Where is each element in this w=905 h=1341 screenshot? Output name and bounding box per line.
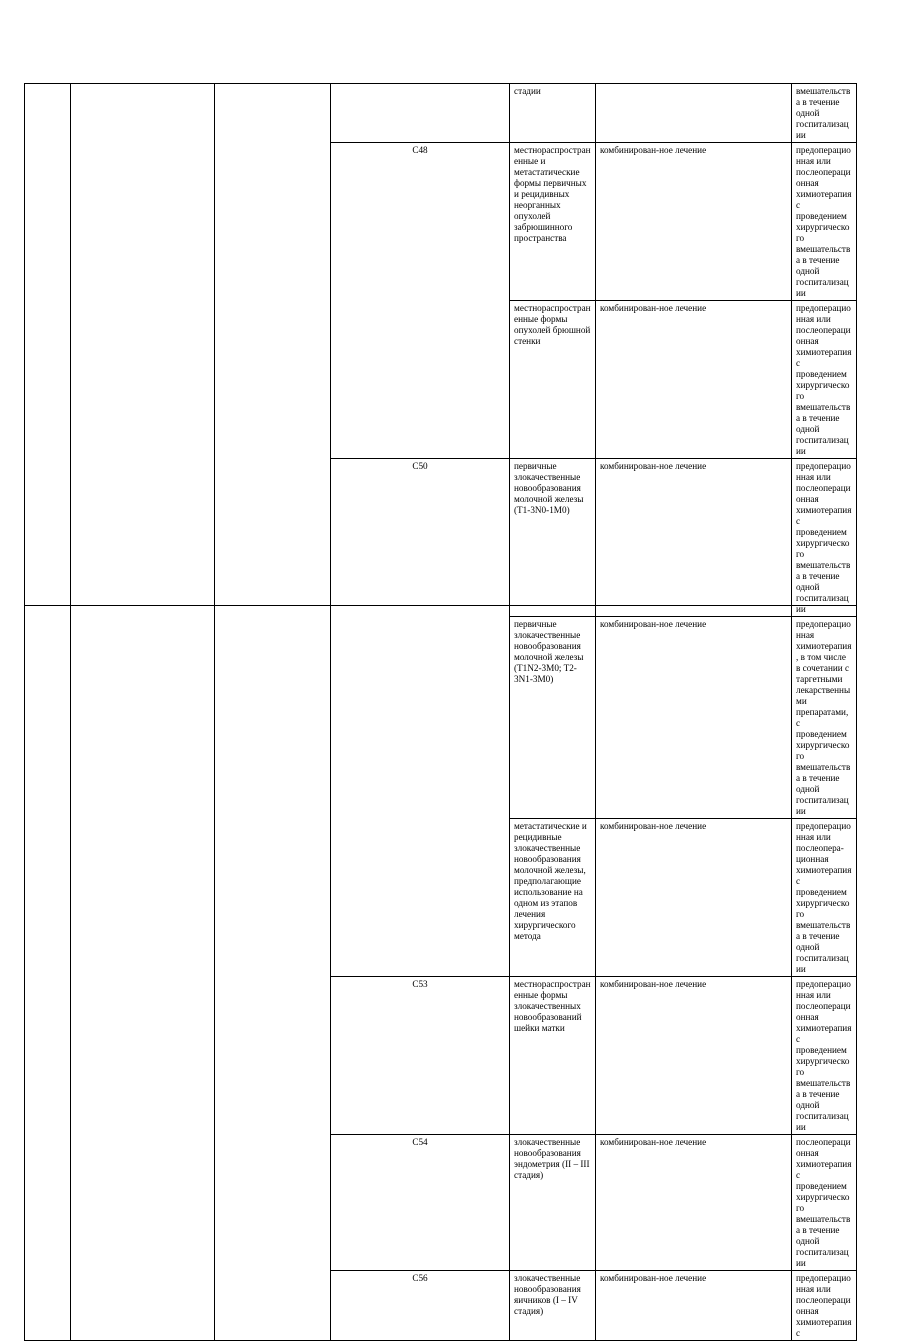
col-vmp-cell	[215, 84, 331, 1341]
method-cell: предоперационная или послеоперационная химиотерапия с проведением хирургического вмешательства в течение одной госпитализации	[792, 301, 857, 459]
disease-cell: первичные злокачественные новообразования молочной железы (T1N2-3M0; T2-3N1-3M0)	[510, 617, 596, 819]
method-cell: предоперационная или послеопера-ционная химиотерапия с проведением хирургического вмешательства в течение одной госпитализации	[792, 819, 857, 977]
treatment-cell: комбинирован-ное лечение	[596, 459, 792, 617]
method-cell: послеоперационная химиотерапия с проведением хирургического вмешательства в течение одной госпитализации	[792, 1135, 857, 1271]
col-profile-cell	[71, 84, 215, 1341]
treatment-cell: комбинирован-ное лечение	[596, 977, 792, 1135]
method-cell: предоперационная или послеоперационная химиотерапия с проведением хирургического вмешательства в течение одной госпитализации	[792, 459, 857, 617]
disease-cell: первичные злокачественные новообразования молочной железы (T1-3N0-1M0)	[510, 459, 596, 617]
disease-cell: местнораспространенные формы опухолей брюшной стенки	[510, 301, 596, 459]
treatment-cell: комбинирован-ное лечение	[596, 1271, 792, 1341]
col-number-cell	[25, 84, 71, 1341]
treatment-cell	[596, 84, 792, 143]
method-cell: предоперационная или послеоперационная химиотерапия с проведением хирургического вмешательства в течение одной госпитализации	[792, 143, 857, 301]
disease-cell: местнораспространенные формы злокачественных новообразований шейки матки	[510, 977, 596, 1135]
code-cell	[331, 84, 510, 143]
method-cell: предоперационная или послеоперационная химиотерапия с проведением хирургического вмешательства в течение одной госпитализации	[792, 977, 857, 1135]
code-cell: C53	[331, 977, 510, 1135]
disease-cell: местнораспространенные и метастатические формы первичных и рецидивных неорганных опухолей забрюшинного пространства	[510, 143, 596, 301]
treatment-cell: комбинирован-ное лечение	[596, 819, 792, 977]
code-cell: C54	[331, 1135, 510, 1271]
disease-cell: стадии	[510, 84, 596, 143]
table-bottom-border	[24, 605, 856, 606]
disease-cell: метастатические и рецидивные злокачественные новообразования молочной железы, предполагающие использование на одном из этапов лечения хирургического метода	[510, 819, 596, 977]
treatment-table	[24, 83, 857, 1341]
method-cell: вмешательства в течение одной госпитализации	[792, 84, 857, 143]
treatment-cell: комбинирован-ное лечение	[596, 617, 792, 819]
method-cell: предоперационная или послеоперационная химиотерапия с	[792, 1271, 857, 1341]
method-cell: предоперационная химиотерапия, в том числе в сочетании с таргетными лекарственными препаратами, с проведением хирургического вмешательства в течение одной госпитализации	[792, 617, 857, 819]
code-cell: C48	[331, 143, 510, 459]
code-cell: C56	[331, 1271, 510, 1341]
treatment-cell: комбинирован-ное лечение	[596, 1135, 792, 1271]
treatment-cell: комбинирован-ное лечение	[596, 301, 792, 459]
table-row	[25, 84, 857, 143]
code-cell: C50	[331, 459, 510, 977]
disease-cell: злокачественные новообразования эндометрия (II – III стадия)	[510, 1135, 596, 1271]
disease-cell: злокачественные новообразования яичников (I – IV стадия)	[510, 1271, 596, 1341]
treatment-cell: комбинирован-ное лечение	[596, 143, 792, 301]
